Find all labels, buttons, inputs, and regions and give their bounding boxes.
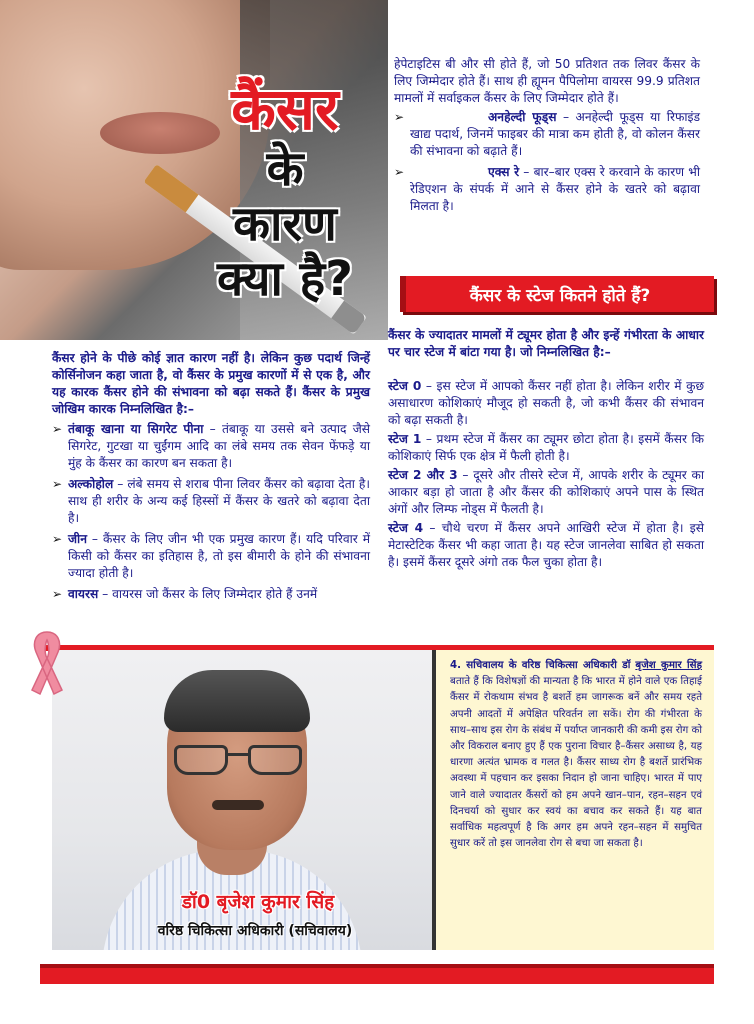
bullet-term: वायरस (68, 587, 99, 601)
bullet-text: – कैंसर के लिए जीन भी एक प्रमुख कारण हैं। यदि परिवार में किसी को कैंसर का इतिहास है, तो इस बीमारी के होने की संभावना ज्यादा होती है। (68, 532, 370, 580)
stage-text: – दूसरे और तीसरे स्टेज में, आपके शरीर के ट्यूमर का आकार बड़ा हो जाता है और कैंसर की कोशिकाएं अपने पास के स्थित अंगों और लिम्फ नोड्स में फैलती है। (388, 468, 704, 516)
red-divider-bottom (40, 964, 714, 984)
bullet-text: – तंबाकू या उससे बने उत्पाद जैसे सिगरेट, गुटखा या चुईंगम आदि का लंबे समय तक सेवन फेंफड़े या मुंह के कैंसर का कारण बन सकता है। (68, 422, 370, 470)
arrow-bullet-icon: ➢ (394, 110, 405, 124)
stage-term: स्टेज 4 (388, 521, 424, 535)
bullet-text: – अनहेल्दी फूड्स या रिफाइंड खाद्य पदार्थ, जिनमें फाइबर की मात्रा कम होती है, वो कोलन कैंसर की संभावना को बढ़ाते हैं। (410, 110, 700, 158)
quote-lead: 4. सचिवालय के वरिष्ठ चिकित्सा अधिकारी डॉ (450, 660, 631, 671)
awareness-ribbon-icon (24, 628, 70, 698)
bullet-item (394, 109, 700, 160)
stage-term: स्टेज 2 और 3 (388, 468, 458, 482)
hero-title-line2: के (266, 141, 304, 198)
virus-continuation: हेपेटाइटिस बी और सी होते हैं, जो 50 प्रतिशत तक लिवर कैंसर के लिए जिम्मेदार होते हैं। साथ ही ह्यूमन पैपिलोमा वायरस 99.9 प्रतिशत मामलों में सर्वाइकल कैंसर के लिए जिम्मेदार होते हैं। (394, 57, 700, 105)
bullet-item (52, 531, 370, 582)
left-column (52, 350, 370, 607)
arrow-bullet-icon: ➢ (52, 477, 63, 491)
hero-image (0, 0, 388, 340)
stage-item (388, 520, 704, 571)
mustache-shape (212, 800, 264, 810)
quote-body: बताते हैं कि विशेषज्ञों की मान्यता है कि भारत में होने वाले एक तिहाई कैंसर में रोकथाम संभव है बशर्ते हम जागरूक बनें और समय रहते अपनी आदतों में अपेक्षित परिवर्तन ला सकें। रोग की गंभीरता के साथ–साथ इस रोग के संबंध में पर्याप्त जानकारी की कमी इस रोग को और विकराल बनाए हुए हैं एक पुराना विचार है–कैंसर असाध्य है, यह धारणा अत्यंत भ्रामक व गलत है। कैंसर साध्य रोग है बशर्ते प्रारंभिक अवस्था में पहचान कर इसका निदान हो जाना चाहिए। भारत में पाए जाने वाले ज्यादातर कैंसरों को हम अपने खान–पान, रहन–सहन एवं दिनचर्या को सुधार कर स्वयं का बचाव कर सकते हैं। यह बात सर्वाधिक महत्वपूर्ण है कि अगर हम अपने रहन–सहन में समुचित सुधार करें तो इस जानलेवा रोग से बचा जा सकता है। (450, 676, 702, 850)
stages-intro: कैंसर के ज्यादातर मामलों में ट्यूमर होता है और इन्हें गंभीरता के आधार पर चार स्टेज में बांटा गया है। जो निम्नलिखित है:– (388, 328, 704, 359)
stages-banner (400, 276, 714, 312)
stage-term: स्टेज 1 (388, 432, 422, 446)
hero-title-line1: कैंसर (231, 75, 339, 143)
bullet-term: अल्कोहोल (68, 477, 114, 491)
bullet-text: – लंबे समय से शराब पीना लिवर कैंसर को बढ़ावा देता है। साथ ही शरीर के अन्य कई हिस्सों में कैंसर के खतरे को बढ़ावा देता है। (68, 477, 370, 525)
arrow-bullet-icon: ➢ (52, 532, 63, 546)
arrow-bullet-icon: ➢ (52, 422, 63, 436)
bullet-term: तंबाकू खाना या सिगरेट पीना (68, 422, 204, 436)
arrow-bullet-icon: ➢ (52, 587, 63, 601)
bullet-term: जीन (68, 532, 87, 546)
stage-item (388, 431, 704, 465)
bullet-term: अनहेल्दी फूड्स (488, 110, 557, 124)
hero-title-line4: क्या है? (217, 251, 353, 308)
bullet-item (52, 586, 370, 603)
doctor-designation: वरिष्ठ चिकित्सा अधिकारी (सचिवालय) (157, 923, 353, 939)
bullet-item (52, 476, 370, 527)
bullet-term: एक्स रे (488, 165, 520, 179)
stages-column (388, 327, 704, 573)
bullet-item (394, 164, 700, 215)
quote-doctor-name: बृजेश कुमार सिंह (635, 660, 702, 671)
hero-title-line3: कारण (233, 196, 337, 253)
bullet-item (52, 421, 370, 472)
doctor-name: डॉ0 बृजेश कुमार सिंह (181, 891, 335, 913)
stage-item (388, 378, 704, 429)
bullet-text: – वायरस जो कैंसर के लिए जिम्मेदार होते हैं उनमें (98, 587, 318, 601)
stage-text: – प्रथम स्टेज में कैंसर का ट्यूमर छोटा होता है। इसमें कैंसर कि कोशिकाएं सिर्फ एक क्षेत्र में फैली होती है। (388, 432, 704, 463)
doctor-quote-box (432, 650, 714, 950)
right-top-column (394, 56, 700, 219)
causes-intro: कैंसर होने के पीछे कोई ज्ञात कारण नहीं है। लेकिन कुछ पदार्थ जिन्हें कोर्सिनोजन कहा जाता है, वो कैंसर के प्रमुख कारणों में से एक है, और यह कारक कैंसर होने की संभावना को बढ़ा सकते हैं। कैंसर के प्रमुख जोखिम कारक निम्नलिखित है:– (52, 351, 370, 416)
stage-term: स्टेज 0 (388, 379, 422, 393)
stages-banner-label: कैंसर के स्टेज कितने होते हैं? (469, 285, 651, 306)
hero-title (185, 75, 385, 308)
stage-text: – इस स्टेज में आपको कैंसर नहीं होता है। लेकिन शरीर में कुछ असाधारण कोशिकाएं मौजूद हो सकती है, जो कभी कैंसर की संभावन को बढ़ा सकती है। (388, 379, 704, 427)
stage-item (388, 467, 704, 518)
arrow-bullet-icon: ➢ (394, 165, 405, 179)
glasses-icon (174, 745, 302, 777)
bullet-text: – बार–बार एक्स रे करवाने के कारण भी रेडिएशन के संपर्क में आने से कैंसर होने के खतरे को बढ़ावा मिलता है। (410, 165, 700, 213)
stage-text: – चौथे चरण में कैंसर अपने आखिरी स्टेज में होता है। इसे मेटास्टेटिक कैंसर भी कहा जाता है। यह स्टेज जानलेवा साबित हो सकता है। इसमें कैंसर दूसरे अंगो तक फैल चुका होता है। (388, 521, 704, 569)
hair-shape (164, 670, 310, 732)
